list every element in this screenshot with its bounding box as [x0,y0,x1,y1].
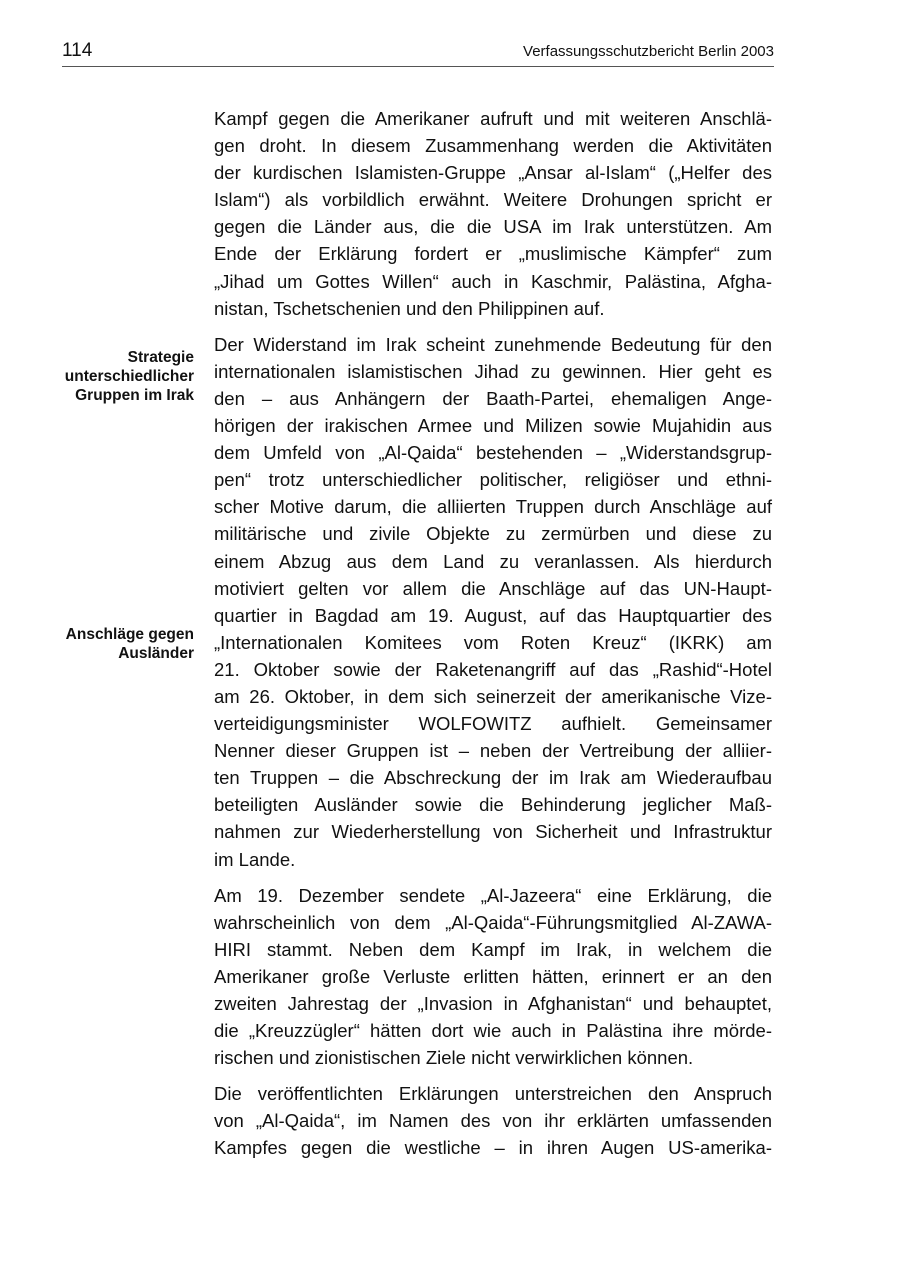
text-line: beteiligten Ausländer sowie die Behinderung jeglicher Maß- [214,794,772,816]
paragraph [214,331,772,873]
margin-note-line: Ausländer [118,645,194,662]
text-line: gen droht. In diesem Zusammenhang werden die Aktivitäten [214,135,772,157]
text-line: Amerikaner große Verluste erlitten hätten, erinnert er an den [214,965,772,987]
text-line: Islam“) als vorbildlich erwähnt. Weitere Drohungen spricht er [214,189,772,211]
paragraph [214,1080,772,1161]
text-line: motiviert gelten vor allem die Anschläge auf das UN-Haupt- [214,577,772,599]
text-line: zweiten Jahrestag der „Invasion in Afghanistan“ und behauptet, [214,993,772,1014]
text-line: 21. Oktober sowie der Raketenangriff auf das „Rashid“-Hotel [214,658,772,680]
text-line: „Internationalen Komitees vom Roten Kreuz“ (IKRK) am [214,631,772,653]
text-line: Kampf gegen die Amerikaner aufruft und mit weiteren Anschlä- [214,108,772,129]
text-line: „Jihad um Gottes Willen“ auch in Kaschmir, Palästina, Afgha- [214,270,772,292]
text-line: HIRI stammt. Neben dem Kampf im Irak, in welchem die [214,938,772,960]
text-line: nistan, Tschetschenien und den Philippinen auf. [214,297,605,319]
text-line: am 26. Oktober, in dem sich seinerzeit der amerikanische Vize- [214,685,772,707]
text-line: wahrscheinlich von dem „Al-Qaida“-Führungsmitglied Al-ZAWA- [214,911,772,933]
paragraph [214,882,772,1072]
paragraph [214,105,772,322]
page-number: 114 [62,40,93,61]
text-line: der kurdischen Islamisten-Gruppe „Ansar al-Islam“ („Helfer des [214,162,772,184]
page-header [62,40,774,67]
text-line: militärische und zivile Objekte zu zermürben und diese zu [214,523,772,545]
margin-note-line: Gruppen im Irak [75,387,194,404]
text-line: internationalen islamistischen Jihad zu gewinnen. Hier geht es [214,360,772,382]
text-line: Ende der Erklärung fordert er „muslimische Kämpfer“ zum [214,243,772,265]
text-line: Am 19. Dezember sendete „Al-Jazeera“ eine Erklärung, die [214,884,772,906]
running-title: Verfassungsschutzbericht Berlin 2003 [523,43,774,60]
text-line: von „Al-Qaida“, im Namen des von ihr erklärten umfassenden [214,1110,772,1132]
text-line: Die veröffentlichten Erklärungen unterstreichen den Anspruch [214,1083,772,1105]
text-line: rischen und zionistischen Ziele nicht verwirklichen können. [214,1047,694,1069]
margin-note-attacks [34,625,194,663]
text-line: pen“ trotz unterschiedlicher politischer, religiöser und ethni- [214,469,772,491]
text-line: im Lande. [214,848,296,870]
text-line: hörigen der irakischen Armee und Milizen sowie Mujahidin aus [214,415,772,437]
text-line: ten Truppen – die Abschreckung der im Irak am Wiederaufbau [214,767,772,789]
body-text [214,105,772,1171]
text-line: verteidigungsminister WOLFOWITZ aufhielt. Gemeinsamer [214,713,772,735]
text-line: gegen die Länder aus, die die USA im Irak unterstützen. Am [214,216,772,238]
text-line: Der Widerstand im Irak scheint zunehmende Bedeutung für den [214,333,772,355]
text-line: einem Abzug aus dem Land zu veranlassen. Als hierdurch [214,550,772,572]
text-line: dem Umfeld von „Al-Qaida“ bestehenden – „Widerstandsgrup- [214,442,772,464]
text-line: die „Kreuzzügler“ hätten dort wie auch in Palästina ihre mörde- [214,1020,772,1042]
text-line: Kampfes gegen die westliche – in ihren Augen US-amerika- [214,1137,772,1159]
text-line: quartier in Bagdad am 19. August, auf das Hauptquartier des [214,604,772,626]
margin-note-strategy [34,348,194,405]
text-line: scher Motive darum, die alliierten Truppen durch Anschläge auf [214,496,772,518]
text-line: nahmen zur Wiederherstellung von Sicherheit und Infrastruktur [214,821,772,843]
margin-note-line: Strategie [127,349,194,366]
margin-note-line: unterschiedlicher [64,368,194,385]
text-line: Nenner dieser Gruppen ist – neben der Vertreibung der alliier- [214,740,772,762]
margin-note-line: Anschläge gegen [65,626,194,643]
text-line: den – aus Anhängern der Baath-Partei, ehemaligen Ange- [214,387,772,409]
